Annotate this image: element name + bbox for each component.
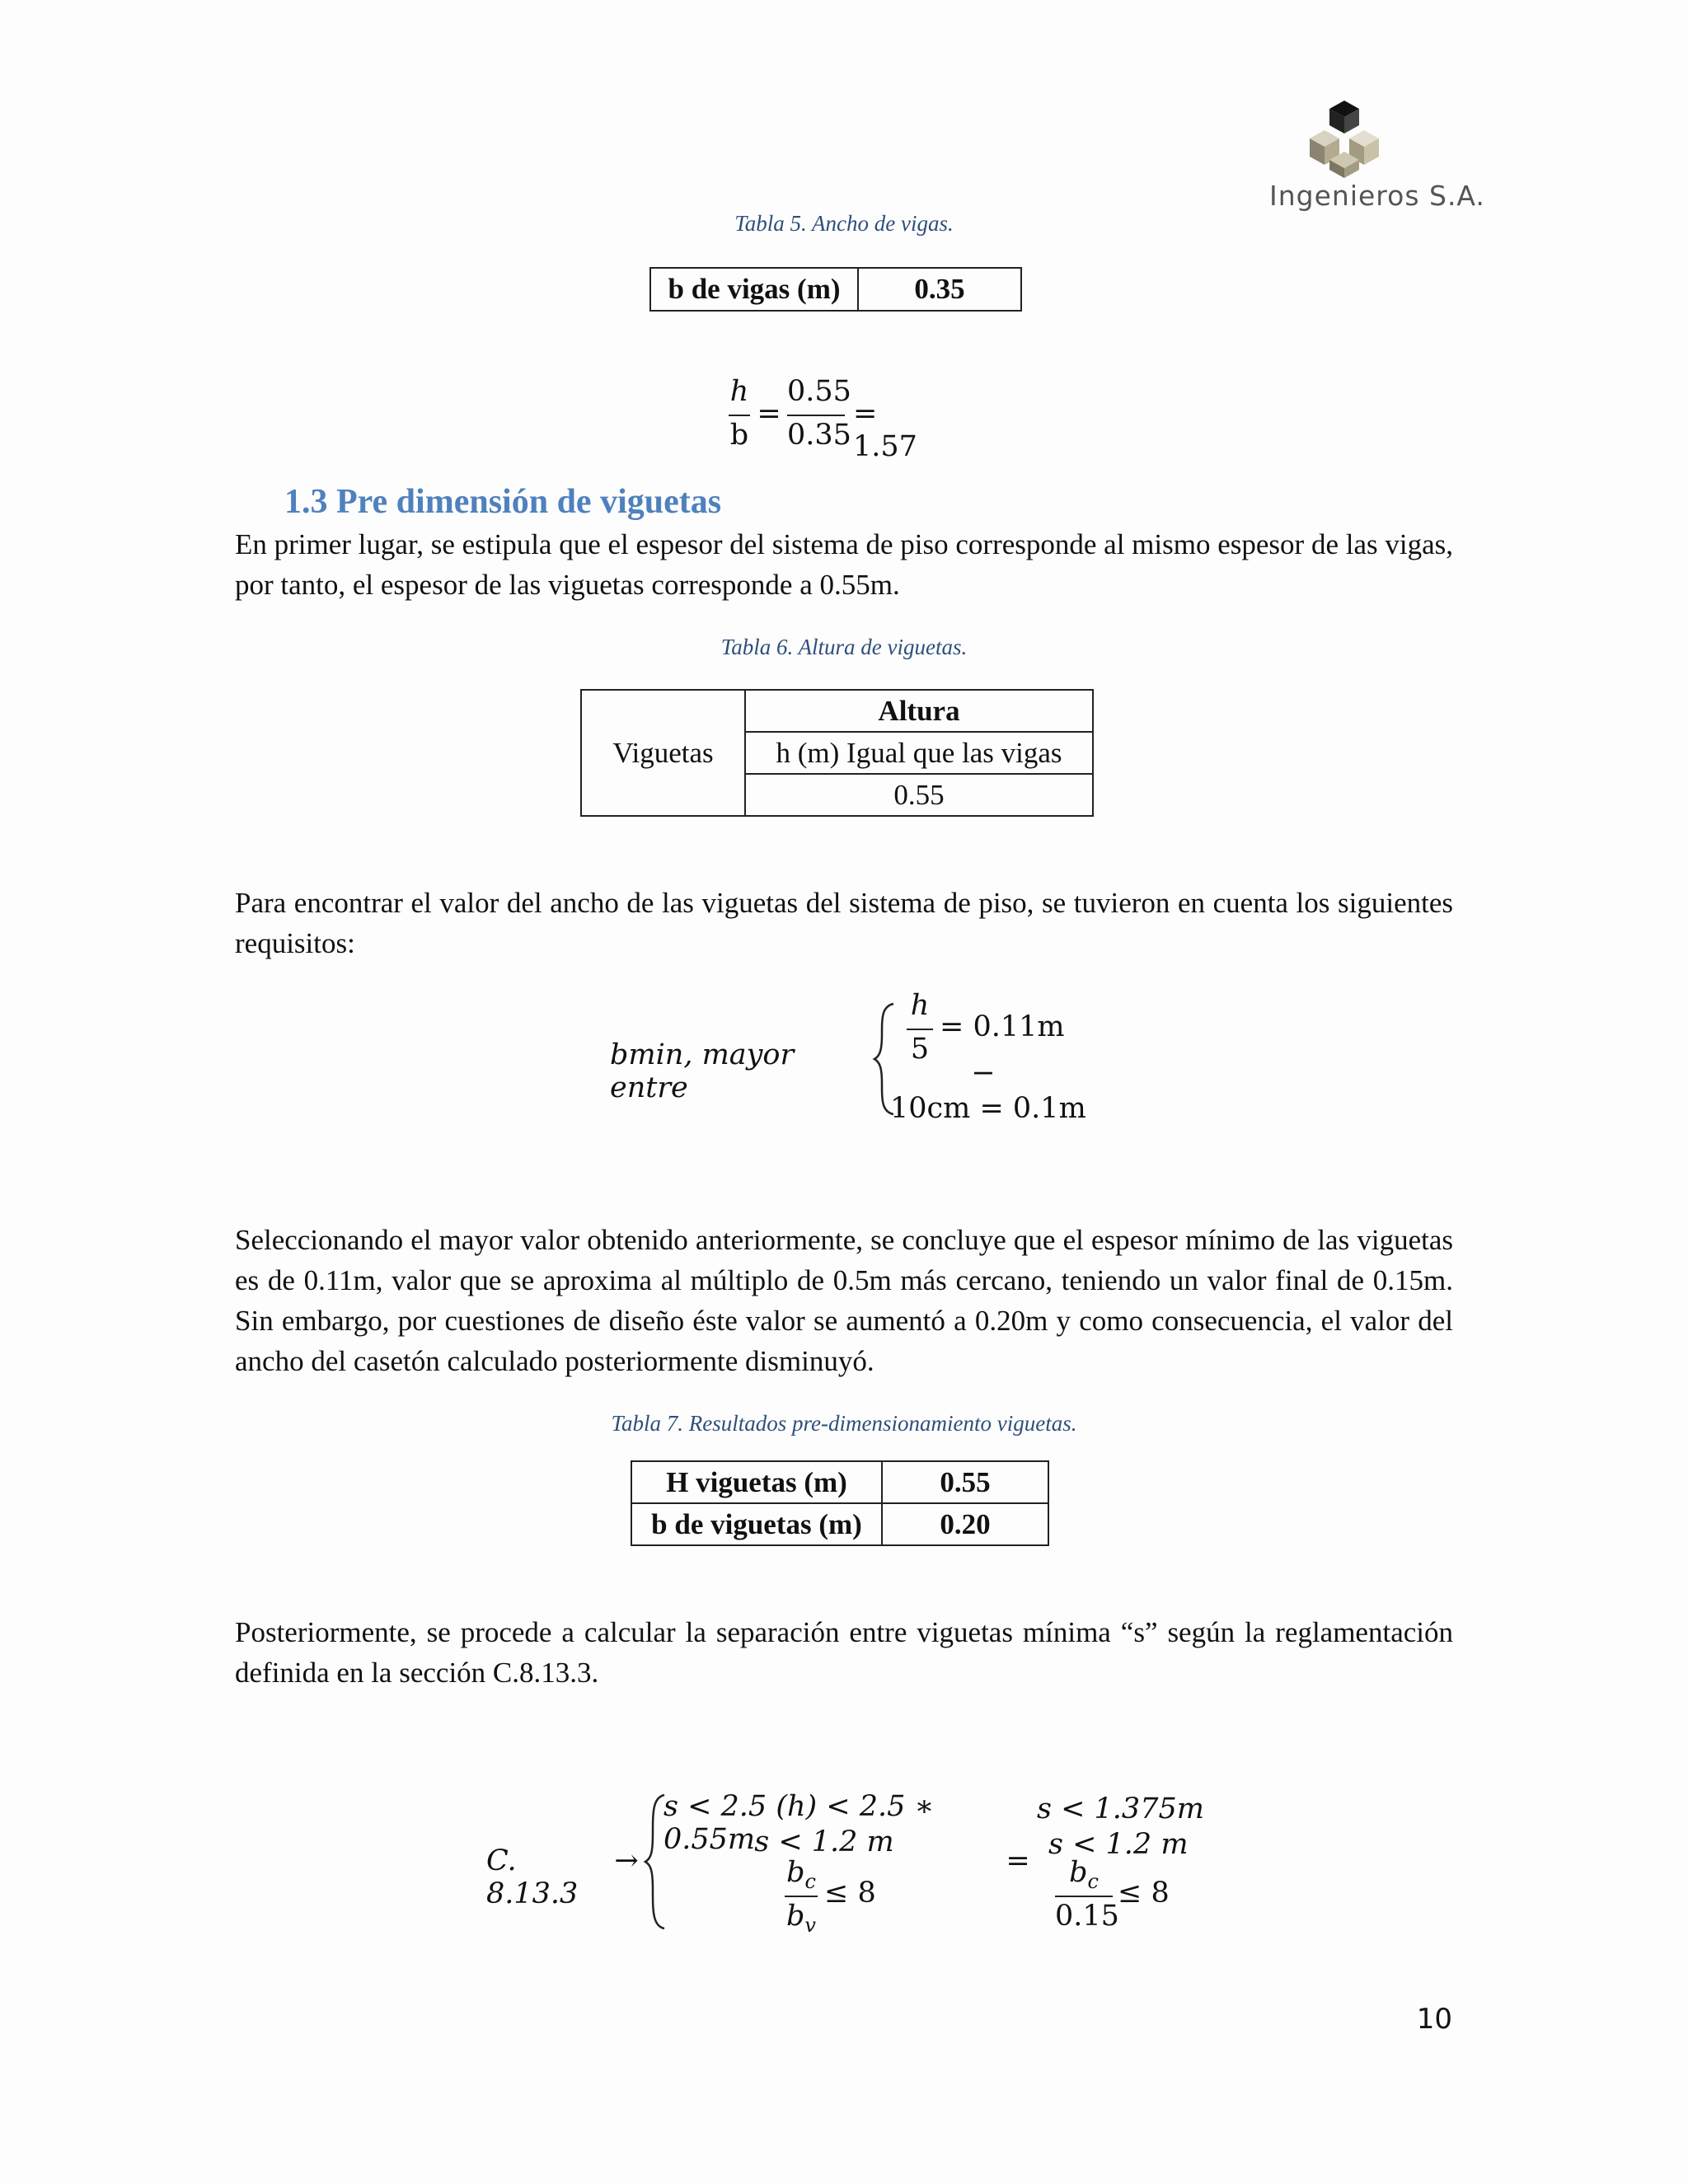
tabla6-value: 0.55 bbox=[745, 774, 1093, 816]
tabla7-value: 0.20 bbox=[882, 1503, 1048, 1545]
tabla7-label: H viguetas (m) bbox=[631, 1461, 882, 1503]
eq-c8-label: C. 8.13.3 bbox=[486, 1844, 579, 1910]
tabla5-label: b de vigas (m) bbox=[650, 268, 858, 311]
company-logo-icon bbox=[1306, 97, 1382, 180]
eq-bmin-line2: 10cm = 0.1m bbox=[890, 1092, 1086, 1125]
tabla6-header: Altura bbox=[745, 690, 1093, 732]
tabla6-subheader: h (m) Igual que las vigas bbox=[745, 732, 1093, 774]
eq-hb-num: 0.55 bbox=[787, 375, 851, 408]
paragraph-2: Para encontrar el valor del ancho de las viguetas del sistema de piso, se tuvieron en cuenta los siguientes requisitos: bbox=[235, 887, 1453, 959]
eq-c8-left2: s < 1.2 m bbox=[754, 1825, 894, 1858]
logo-text: Ingenieros S.A. bbox=[1269, 180, 1485, 212]
tabla7-caption: Tabla 7. Resultados pre-dimensionamiento viguetas. bbox=[611, 1411, 1077, 1436]
section-heading: 1.3 Pre dimensión de viguetas bbox=[284, 483, 722, 521]
tabla7-label: b de viguetas (m) bbox=[631, 1503, 882, 1545]
eq-c8-right3-num: $b_c$ bbox=[1069, 1856, 1099, 1893]
eq-c8-arrow: → bbox=[614, 1844, 639, 1877]
eq-bmin-dash: − bbox=[971, 1057, 996, 1090]
tabla5-caption: Tabla 5. Ancho de vigas. bbox=[734, 211, 954, 236]
tabla5-value: 0.35 bbox=[858, 268, 1021, 311]
eq-hb-num-left: h bbox=[729, 375, 749, 408]
eq-hb-result: = 1.57 bbox=[853, 397, 917, 463]
paragraph-4: Posteriormente, se procede a calcular la separación entre viguetas mínima “s” según la reglamentación definida en la sección C.8.13.3. bbox=[235, 1616, 1453, 1689]
eq-c8-equals: = bbox=[1006, 1844, 1030, 1877]
paragraph-3: Seleccionando el mayor valor obtenido anteriormente, se concluye que el espesor mínimo de las viguetas es de 0.11m, valor que se aproxima al múltiplo de 0.5m más cercano, teniendo un valor final de 0.15m. Sin embargo, por cuestiones de diseño éste valor se aumentó a 0.20m y como consecuencia, el valor del ancho del casetón calculado posteriormente disminuyó. bbox=[235, 1224, 1453, 1377]
tabla7-value: 0.55 bbox=[882, 1461, 1048, 1503]
eq-c8-right1: s < 1.375m bbox=[1037, 1793, 1204, 1825]
eq-hb-equals: = bbox=[757, 397, 781, 430]
tabla6 bbox=[580, 689, 1094, 817]
eq-bmin-frac-num: h bbox=[910, 989, 930, 1022]
paragraph-1: En primer lugar, se estipula que el espesor del sistema de piso corresponde al mismo espesor de las vigas, por tanto, el espesor de las viguetas corresponde a 0.55m. bbox=[235, 528, 1453, 601]
eq-c8-right3-den: 0.15 bbox=[1055, 1900, 1119, 1933]
eq-c8-left3-den: $b_v$ bbox=[786, 1900, 816, 1937]
eq-c8-right2: s < 1.2 m bbox=[1048, 1828, 1189, 1861]
tabla5 bbox=[649, 267, 1022, 312]
tabla6-caption: Tabla 6. Altura de viguetas. bbox=[720, 635, 968, 659]
tabla7 bbox=[631, 1460, 1049, 1546]
page-number: 10 bbox=[1416, 2003, 1452, 2036]
tabla6-row-label: Viguetas bbox=[581, 690, 745, 816]
eq-bmin-line1: = 0.11m bbox=[940, 1010, 1065, 1043]
eq-c8-left1: s < 2.5 (h) < 2.5 ∗ 0.55m bbox=[663, 1790, 935, 1856]
eq-hb-den-left: b bbox=[729, 419, 749, 452]
table-row bbox=[631, 1461, 1048, 1503]
eq-bmin-frac-den: 5 bbox=[910, 1033, 930, 1066]
eq-c8-left3-rest: ≤ 8 bbox=[824, 1877, 876, 1910]
eq-bmin-label: bmin, mayor entre bbox=[610, 1038, 795, 1104]
eq-c8-left3-num: $b_c$ bbox=[786, 1856, 816, 1893]
eq-hb-den: 0.35 bbox=[787, 419, 851, 452]
eq-c8-right3-rest: ≤ 8 bbox=[1118, 1877, 1170, 1910]
table-row bbox=[631, 1503, 1048, 1545]
